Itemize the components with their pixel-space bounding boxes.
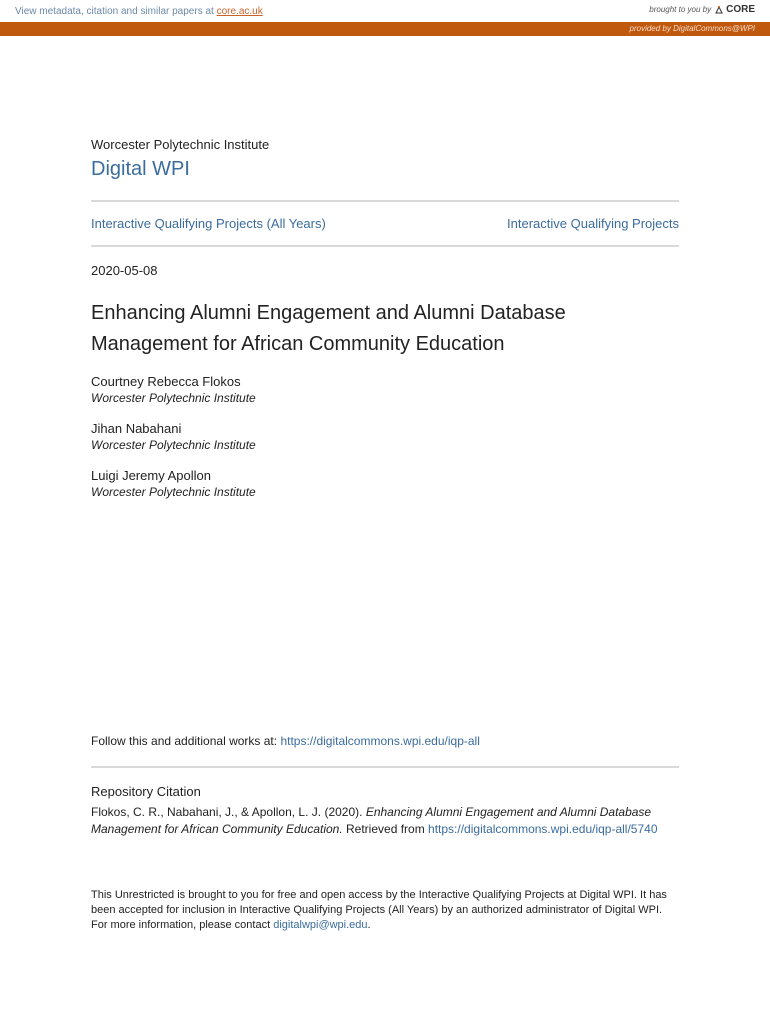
brought-by [649,4,755,15]
author-affiliation: Worcester Polytechnic Institute [91,391,256,405]
divider-citation [91,766,679,768]
citation-heading: Repository Citation [91,784,201,799]
author-list [91,373,256,514]
citation-authors: Flokos, C. R., Nabahani, J., & Apollon, L. J. (2020). [91,805,366,819]
citation-link[interactable]: https://digitalcommons.wpi.edu/iqp-all/5740 [428,822,658,836]
metadata-text: View metadata, citation and similar papers at [15,6,217,17]
notice-text: This Unrestricted is brought to you for free and open access by the Interactive Qualifying Projects at Digital WPI. It has been accepted for inclusion in Interactive Qualifying Projects (All Years) by an authorized administrator of Digital WPI. For more information, please contact [91,889,667,931]
author-name: Luigi Jeremy Apollon [91,468,211,483]
notice-end: . [367,919,371,931]
follow-text: Follow this and additional works at: [91,734,281,748]
divider-top [91,200,679,202]
author-entry [91,420,256,454]
citation-body [91,804,676,838]
author-affiliation: Worcester Polytechnic Institute [91,485,256,499]
contact-email-link[interactable]: digitalwpi@wpi.edu [273,919,368,931]
repository-name[interactable]: Digital WPI [91,158,190,180]
core-icon [714,5,724,15]
core-label: CORE [726,4,755,15]
citation-retrieved: Retrieved from [342,822,429,836]
document-title: Enhancing Alumni Engagement and Alumni Database Management for African Community Education [91,302,566,355]
author-entry [91,467,256,501]
core-logo[interactable] [714,4,755,15]
publication-date: 2020-05-08 [91,263,158,278]
access-notice [91,888,676,933]
core-banner [0,0,770,22]
provided-by[interactable]: provided by DigitalCommons@WPI [629,24,755,33]
follow-link[interactable]: https://digitalcommons.wpi.edu/iqp-all [280,734,480,748]
citation-title: Enhancing Alumni Engagement and Alumni Database Management for African Community Education. [91,805,652,836]
author-affiliation: Worcester Polytechnic Institute [91,438,256,452]
author-name: Courtney Rebecca Flokos [91,374,241,389]
collection-link-iqp[interactable]: Interactive Qualifying Projects [507,216,679,231]
author-name: Jihan Nabahani [91,421,182,436]
institution-name: Worcester Polytechnic Institute [91,137,270,152]
collection-link-all-years[interactable]: Interactive Qualifying Projects (All Years) [91,216,326,231]
author-entry [91,373,256,407]
core-link[interactable]: core.ac.uk [216,6,263,17]
divider-collections [91,245,679,247]
metadata-notice [15,6,263,17]
follow-line [91,734,480,748]
brought-by-text: brought to you by [649,5,712,14]
provider-bar [0,22,770,36]
